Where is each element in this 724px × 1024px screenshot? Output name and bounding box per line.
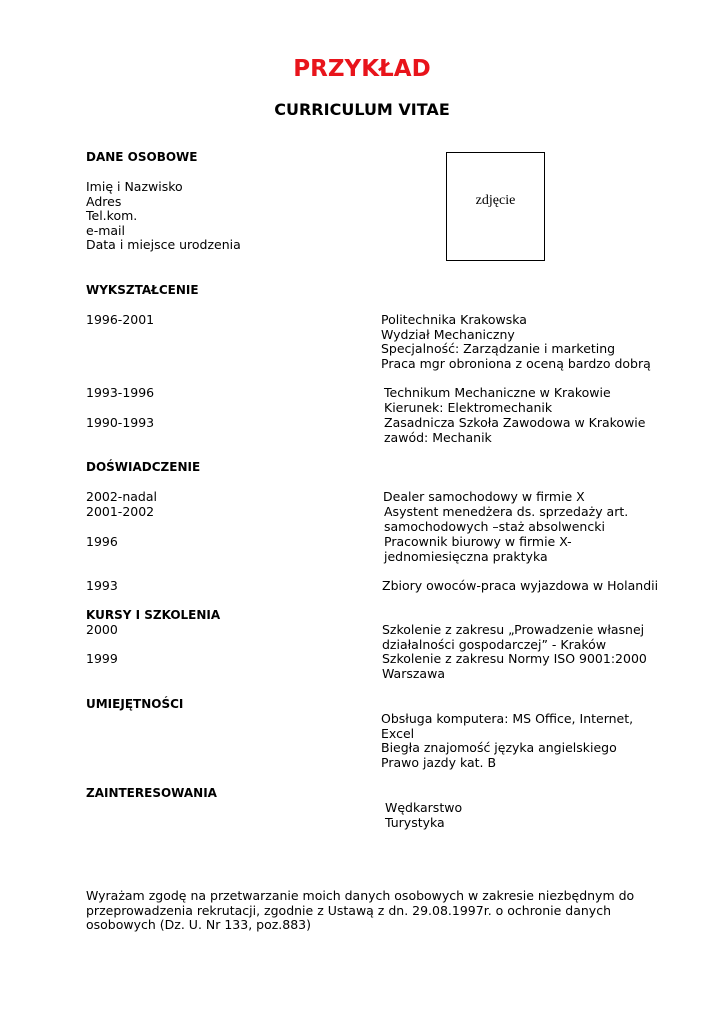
course-period: 1999	[86, 651, 118, 666]
interests-list	[385, 801, 462, 830]
education-period: 1993-1996	[86, 385, 155, 400]
personal-field: e-mail	[86, 222, 125, 238]
education-details	[384, 416, 645, 445]
education-line: Kierunek: Elektromechanik	[384, 399, 553, 415]
skill-line: Biegła znajomość języka angielskiego	[381, 740, 617, 756]
experience-line: Dealer samochodowy w firmie X	[383, 489, 585, 504]
interest-line: Wędkarstwo	[385, 800, 463, 815]
experience-period: 2002-nadal	[86, 489, 157, 504]
interest-line: Turystyka	[385, 814, 445, 830]
education-period: 1990-1993	[86, 415, 155, 430]
experience-period: 2001-2002	[86, 504, 155, 519]
experience-period: 1993	[86, 578, 118, 593]
document-title: PRZYKŁAD	[293, 56, 431, 82]
personal-field: Tel.kom.	[86, 208, 138, 224]
course-line: Szkolenie z zakresu Normy ISO 9001:2000	[382, 651, 647, 666]
skill-line: Excel	[381, 725, 415, 741]
experience-line: Pracownik biurowy w firmie X-	[384, 534, 572, 549]
experience-details	[384, 505, 628, 534]
education-line: Wydział Mechaniczny	[381, 326, 515, 342]
education-line: Zasadnicza Szkoła Zawodowa w Krakowie	[384, 415, 646, 430]
section-heading-interests: ZAINTERESOWANIA	[86, 786, 217, 800]
document-subtitle: CURRICULUM VITAE	[274, 100, 450, 119]
section-heading-experience: DOŚWIADCZENIE	[86, 460, 201, 474]
experience-line: samochodowych –staż absolwencki	[384, 518, 605, 534]
education-details	[384, 386, 611, 415]
education-line: Politechnika Krakowska	[381, 312, 527, 327]
skill-line: Prawo jazdy kat. B	[381, 754, 497, 770]
section-heading-personal: DANE OSOBOWE	[86, 150, 198, 164]
photo-placeholder	[446, 152, 545, 261]
photo-label: zdjęcie	[475, 193, 516, 208]
skills-list	[381, 712, 633, 770]
experience-period: 1996	[86, 534, 118, 549]
section-heading-education: WYKSZTAŁCENIE	[86, 283, 199, 297]
personal-field: Adres	[86, 193, 122, 209]
experience-line: jednomiesięczna praktyka	[384, 548, 548, 564]
course-line: Warszawa	[382, 665, 445, 681]
personal-field: Imię i Nazwisko	[86, 179, 183, 194]
experience-details	[384, 535, 572, 564]
education-period: 1996-2001	[86, 312, 155, 327]
education-line: Specjalność: Zarządzanie i marketing	[381, 341, 616, 357]
section-heading-skills: UMIEJĘTNOŚCI	[86, 697, 184, 711]
experience-line: Asystent menedżera ds. sprzedaży art.	[384, 504, 629, 519]
experience-details	[382, 579, 658, 594]
personal-fields	[86, 180, 241, 253]
course-details	[382, 623, 644, 652]
education-line: Technikum Mechaniczne w Krakowie	[384, 385, 611, 400]
education-line: Praca mgr obroniona z oceną bardzo dobrą	[381, 355, 651, 371]
consent-line: osobowych (Dz. U. Nr 133, poz.883)	[86, 917, 312, 933]
experience-line: Zbiory owoców-praca wyjazdowa w Holandii	[382, 578, 659, 593]
consent-clause	[86, 889, 634, 933]
skill-line: Obsługa komputera: MS Office, Internet,	[381, 711, 634, 726]
course-line: Szkolenie z zakresu „Prowadzenie własnej	[382, 622, 645, 637]
education-line: zawód: Mechanik	[384, 429, 492, 445]
course-line: działalności gospodarczej” - Kraków	[382, 636, 607, 652]
consent-line: Wyrażam zgodę na przetwarzanie moich danych osobowych w zakresie niezbędnym do	[86, 888, 635, 903]
education-details	[381, 313, 651, 371]
course-period: 2000	[86, 622, 118, 637]
section-heading-courses: KURSY I SZKOLENIA	[86, 608, 221, 622]
course-details	[382, 652, 647, 681]
experience-details	[383, 490, 585, 505]
personal-field: Data i miejsce urodzenia	[86, 237, 241, 253]
consent-line: przeprowadzenia rekrutacji, zgodnie z Ustawą z dn. 29.08.1997r. o ochronie danych	[86, 902, 611, 918]
